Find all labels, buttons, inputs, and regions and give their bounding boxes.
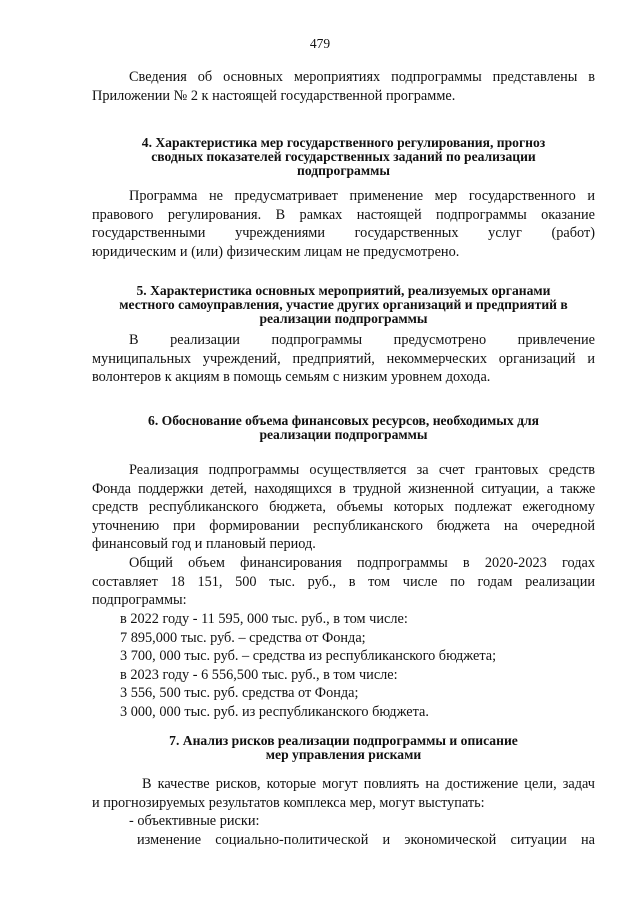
section-6-p1-line-5: финансовый год и плановый период. xyxy=(92,536,316,553)
section-6-p1-line-2: Фонда поддержки детей, находящихся в трудной жизненной ситуации, а также xyxy=(92,480,595,497)
funding-item-6: 3 000, 000 тыс. руб. из республиканского бюджета. xyxy=(120,703,429,720)
intro-line-1: Сведения об основных мероприятиях подпрограммы представлены в xyxy=(129,69,595,85)
section-6-heading-line-1: 6. Обоснование объема финансовых ресурсов, необходимых для xyxy=(148,413,539,428)
section-4-heading-line-2: сводных показателей государственных заданий по реализации xyxy=(151,149,536,165)
section-7-heading-line-2: мер управления рисками xyxy=(265,747,422,763)
section-6-p2-line-1: Общий объем финансирования подпрограммы в 2020-2023 годах xyxy=(129,555,595,571)
section-4-line-2: правового регулирования. В рамках настоящей подпрограммы оказание xyxy=(92,206,595,223)
section-6-heading xyxy=(92,414,595,442)
section-7-heading-line-1: 7. Анализ рисков реализации подпрограммы и описание xyxy=(169,733,518,748)
section-7-paragraph xyxy=(92,775,595,849)
intro-line-2: Приложении № 2 к настоящей государственной программе. xyxy=(92,87,456,104)
section-4-line-3: государственными учреждениями государственных услуг (работ) xyxy=(92,225,595,242)
funding-item-4: в 2023 году - 6 556,500 тыс. руб., в том числе: xyxy=(120,666,398,683)
section-7-line-4: изменение социально-политической и экономической ситуации на xyxy=(137,831,595,848)
section-7-line-1: В качестве рисков, которые могут повлиять на достижение цели, задач xyxy=(142,776,595,792)
section-4-heading-line-3: подпрограммы xyxy=(297,163,390,179)
section-7-heading xyxy=(92,734,595,762)
funding-list xyxy=(120,610,595,722)
section-6-heading-line-2: реализации подпрограммы xyxy=(259,427,428,443)
section-6-p1-line-3: средств республиканского бюджета, объемы которых подлежат ежегодному xyxy=(92,499,595,516)
page-number: 479 xyxy=(309,36,331,51)
intro-paragraph xyxy=(92,68,595,105)
section-4-heading-line-1: 4. Характеристика мер государственного регулирования, прогноз xyxy=(141,135,546,150)
section-6-p2-line-3: подпрограммы: xyxy=(92,592,187,609)
funding-item-3: 3 700, 000 тыс. руб. – средства из республиканского бюджета; xyxy=(120,648,497,665)
section-7-line-3: - объективные риски: xyxy=(129,813,260,830)
funding-item-2: 7 895,000 тыс. руб. – средства от Фонда; xyxy=(120,629,366,646)
section-5-line-1: В реализации подпрограммы предусмотрено привлечение xyxy=(129,332,595,348)
section-4-heading xyxy=(92,136,595,179)
section-5-line-2: муниципальных учреждений, предприятий, некоммерческих организаций и xyxy=(92,350,595,367)
section-5-heading-line-1: 5. Характеристика основных мероприятий, реализуемых органами xyxy=(136,283,551,298)
section-6-p1-line-1: Реализация подпрограммы осуществляется за счет грантовых средств xyxy=(129,462,595,478)
section-5-heading-line-3: реализации подпрограммы xyxy=(259,311,428,327)
section-5-heading-line-2: местного самоуправления, участие других организаций и предприятий в xyxy=(119,297,568,313)
section-5-paragraph xyxy=(92,331,595,387)
section-6-paragraph-2 xyxy=(92,554,595,610)
section-7-line-2: и прогнозируемых результатов комплекса мер, могут выступать: xyxy=(92,794,485,811)
section-5-heading xyxy=(92,284,595,327)
section-6-paragraph-1 xyxy=(92,461,595,554)
funding-item-5: 3 556, 500 тыс. руб. средства от Фонда; xyxy=(120,685,359,702)
section-4-line-1: Программа не предусматривает применение мер государственного и xyxy=(129,188,595,204)
section-5-line-3: волонтеров к акциям в помощь семьям с низким уровнем дохода. xyxy=(92,369,491,386)
section-6-p2-line-2: составляет 18 151, 500 тыс. руб., в том числе по годам реализации xyxy=(92,573,595,590)
funding-item-1: в 2022 году - 11 595, 000 тыс. руб., в том числе: xyxy=(120,611,408,627)
section-4-line-4: юридическим и (или) физическим лицам не предусмотрено. xyxy=(92,243,460,260)
section-4-paragraph xyxy=(92,187,595,261)
section-6-p1-line-4: уточнению при формировании республиканского бюджета на очередной xyxy=(92,517,595,534)
